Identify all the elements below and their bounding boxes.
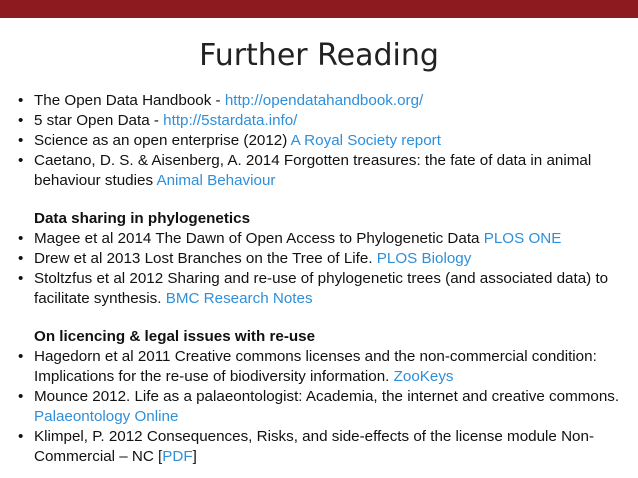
list-item: • Mounce 2012. Life as a palaeontologist: Academia, the internet and creative commons. Palaeontology Online xyxy=(18,388,620,425)
5stardata-link[interactable]: http://5stardata.info/ xyxy=(163,112,298,129)
bullet-icon: • xyxy=(18,230,24,247)
list-item: • The Open Data Handbook - http://opendatahandbook.org/ xyxy=(18,92,424,109)
opendatahandbook-link[interactable]: http://opendatahandbook.org/ xyxy=(224,92,424,109)
slide-title: Further Reading xyxy=(199,38,439,73)
bmc-research-notes-link[interactable]: BMC Research Notes xyxy=(165,290,313,307)
bullet-icon: • xyxy=(18,92,24,109)
list-item: • Hagedorn et al 2011 Creative commons licenses and the non-commercial condition: Implications for the re-use of biodiversity information. ZooKeys xyxy=(18,348,597,385)
list-item: • Drew et al 2013 Lost Branches on the Tree of Life. PLOS Biology xyxy=(18,250,472,267)
zookeys-link[interactable]: ZooKeys xyxy=(393,368,454,385)
list-item: • Science as an open enterprise (2012) A Royal Society report xyxy=(18,132,441,149)
bullet-icon: • xyxy=(18,112,24,129)
bullet-icon: • xyxy=(18,152,24,169)
bullet-icon: • xyxy=(18,388,24,405)
bullet-icon: • xyxy=(18,250,24,267)
list-item: • Magee et al 2014 The Dawn of Open Access to Phylogenetic Data PLOS ONE xyxy=(18,230,562,247)
pdf-link[interactable]: PDF xyxy=(162,448,193,465)
list-item: • Caetano, D. S. & Aisenberg, A. 2014 Forgotten treasures: the fate of data in animal behaviour studies Animal Behaviour xyxy=(18,152,592,189)
bullet-icon: • xyxy=(18,348,24,365)
section-heading-licencing: On licencing & legal issues with re-use xyxy=(34,328,316,345)
list-item: • Stoltzfus et al 2012 Sharing and re-use of phylogenetic trees (and associated data) to facilitate synthesis. BMC Research Notes xyxy=(18,270,609,307)
plos-biology-link[interactable]: PLOS Biology xyxy=(376,250,472,267)
list-item: • Klimpel, P. 2012 Consequences, Risks, and side-effects of the license module Non-Commercial – NC [PDF] xyxy=(18,428,595,465)
list-item: • 5 star Open Data - http://5stardata.info/ xyxy=(18,112,298,129)
plos-one-link[interactable]: PLOS ONE xyxy=(483,230,562,247)
header-bar xyxy=(0,0,638,18)
bullet-icon: • xyxy=(18,132,24,149)
reading-list xyxy=(18,91,623,467)
royal-society-report-link[interactable]: A Royal Society report xyxy=(290,132,441,149)
section-heading-phylogenetics: Data sharing in phylogenetics xyxy=(34,210,251,227)
palaeontology-online-link[interactable]: Palaeontology Online xyxy=(34,408,179,425)
animal-behaviour-link[interactable]: Animal Behaviour xyxy=(156,172,276,189)
bullet-icon: • xyxy=(18,270,24,287)
bullet-icon: • xyxy=(18,428,24,445)
